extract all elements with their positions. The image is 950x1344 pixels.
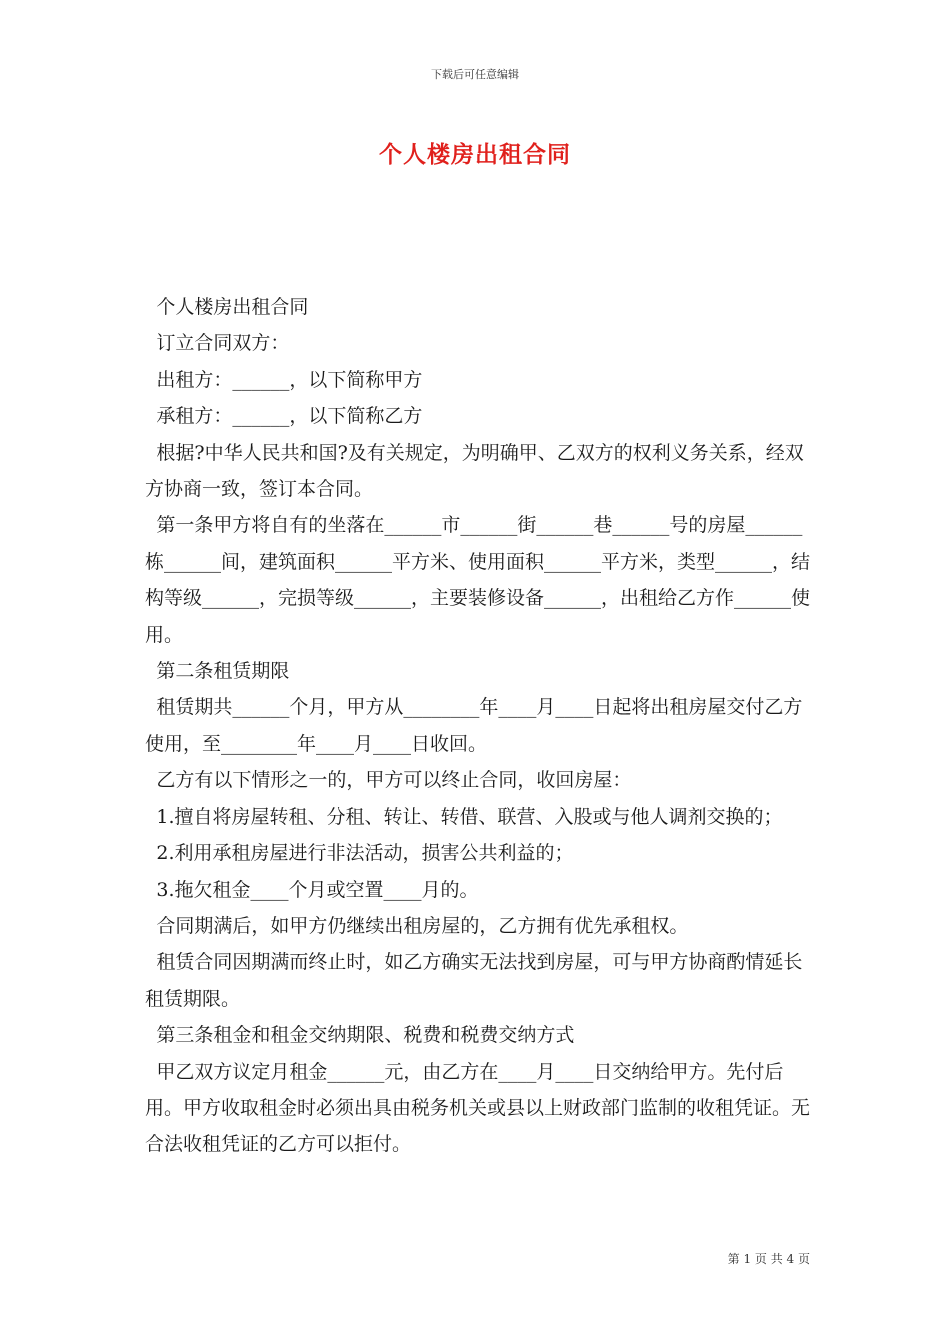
paragraph: 根据?中华人民共和国?及有关规定，为明确甲、乙双方的权利义务关系，经双方协商一致，签订本合同。 [145, 441, 804, 501]
paragraph: 订立合同双方： [156, 332, 290, 355]
paragraph: 租赁合同因期满而终止时，如乙方确实无法找到房屋，可与甲方协商酌情延长租赁期限。 [145, 951, 803, 1010]
paragraph: 承租方：______，以下简称乙方 [156, 405, 423, 428]
page-header: 下载后可任意编辑 [431, 68, 519, 81]
paragraph: 租赁期共______个月，甲方从________年____月____日起将出租房屋交付乙方使用，至________年____月____日收回。 [145, 696, 803, 755]
paragraph: 甲乙双方议定月租金______元，由乙方在____月____日交纳给甲方。先付后用。甲方收取租金时必须出具由税务机关或县以上财政部门监制的收租凭证。无合法收租凭证的乙方可以拒付。 [145, 1060, 811, 1156]
section-heading: 第二条租赁期限 [156, 660, 290, 683]
section-heading: 第三条租金和租金交纳期限、税费和税费交纳方式 [156, 1024, 575, 1047]
paragraph: 第一条甲方将自有的坐落在______市______街______巷______号的房屋______栋______间，建筑面积______平方米、使用面积______平方米，类型______，结构等级______，完损等级______，主要装修设备______，出租给乙方作______使用。 [145, 514, 811, 646]
document-title: 个人楼房出租合同 [379, 141, 571, 168]
page-number: 第 1 页 共 4 页 [727, 1252, 810, 1266]
paragraph: 乙方有以下情形之一的，甲方可以终止合同，收回房屋： [156, 769, 632, 792]
paragraph: 合同期满后，如甲方仍继续出租房屋的，乙方拥有优先承租权。 [156, 914, 689, 937]
list-item: 2.利用承租房屋进行非法活动，损害公共利益的； [156, 842, 574, 865]
document-body [145, 289, 810, 1163]
list-item: 3.拖欠租金____个月或空置____月的。 [156, 878, 479, 901]
paragraph: 个人楼房出租合同 [156, 296, 309, 318]
paragraph: 出租方：______，以下简称甲方 [156, 368, 423, 391]
list-item: 1.擅自将房屋转租、分租、转让、转借、联营、入股或与他人调剂交换的； [156, 805, 783, 828]
